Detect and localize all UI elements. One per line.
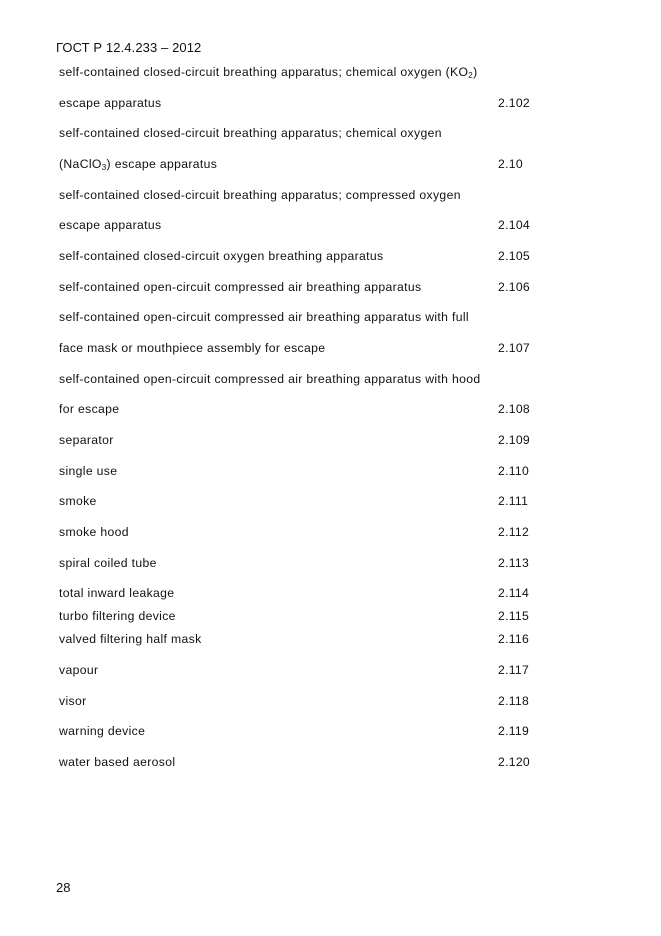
clause-number: 2.117 <box>498 663 530 677</box>
term-line: valved filtering half mask <box>59 632 202 646</box>
clause-number: 2.119 <box>498 724 530 738</box>
term-line: for escape <box>59 402 120 416</box>
clause-number: 2.106 <box>498 280 530 294</box>
term-line: self-contained open-circuit compressed air breathing apparatus with full <box>59 310 469 324</box>
clause-number: 2.113 <box>498 556 530 570</box>
term-line: smoke hood <box>59 525 129 539</box>
term-line: total inward leakage <box>59 586 175 600</box>
clause-number: 2.10 <box>498 157 523 171</box>
term-line: escape apparatus <box>59 218 162 232</box>
term-line: self-contained closed-circuit breathing apparatus; compressed oxygen <box>59 188 461 202</box>
clause-number: 2.107 <box>498 341 530 355</box>
term-line: spiral coiled tube <box>59 556 157 570</box>
term-line: visor <box>59 694 87 708</box>
term-line: water based aerosol <box>59 755 176 769</box>
clause-number: 2.110 <box>498 464 530 478</box>
term-line: self-contained closed-circuit oxygen breathing apparatus <box>59 249 384 263</box>
term-line: smoke <box>59 494 97 508</box>
term-line: self-contained open-circuit compressed air breathing apparatus with hood <box>59 372 481 386</box>
term-line: escape apparatus <box>59 96 162 110</box>
term-line: self-contained closed-circuit breathing apparatus; chemical oxygen <box>59 126 442 140</box>
clause-number: 2.115 <box>498 609 530 623</box>
clause-number: 2.114 <box>498 586 530 600</box>
page-number: 28 <box>56 880 71 895</box>
term-line: self-contained open-circuit compressed air breathing apparatus <box>59 280 422 294</box>
clause-number: 2.111 <box>498 494 529 508</box>
clause-number: 2.104 <box>498 218 530 232</box>
clause-number: 2.120 <box>498 755 530 769</box>
clause-number: 2.118 <box>498 694 530 708</box>
clause-number: 2.116 <box>498 632 530 646</box>
term-line: single use <box>59 464 118 478</box>
term-line: (NaClO$_3$) escape apparatus <box>59 157 218 172</box>
clause-number: 2.109 <box>498 433 530 447</box>
clause-number: 2.112 <box>498 525 530 539</box>
term-line: self-contained closed-circuit breathing apparatus; chemical oxygen $(KO_2)$ <box>59 65 478 80</box>
term-line: turbo filtering device <box>59 609 176 623</box>
term-line: vapour <box>59 663 99 677</box>
term-line: warning device <box>59 724 146 738</box>
term-line: separator <box>59 433 114 447</box>
clause-number: 2.102 <box>498 96 530 110</box>
clause-number: 2.108 <box>498 402 530 416</box>
document-header: ГОСТ Р 12.4.233 – 2012 <box>56 40 202 55</box>
term-line: face mask or mouthpiece assembly for escape <box>59 341 326 355</box>
clause-number: 2.105 <box>498 249 530 263</box>
